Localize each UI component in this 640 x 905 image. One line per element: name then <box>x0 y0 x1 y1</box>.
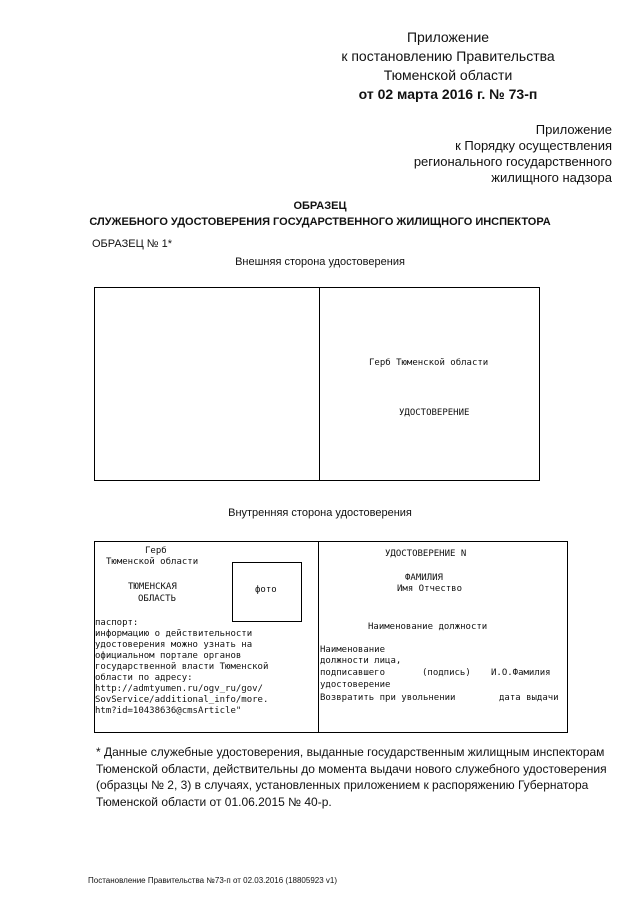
validity-info <box>95 629 317 717</box>
inner-coat-line1: Герб <box>145 546 167 556</box>
inner-side-box <box>94 541 568 733</box>
header-sub-line1: Приложение <box>535 122 612 137</box>
official-title-line3: подписавшего <box>320 668 386 678</box>
header-sub-line4: жилищного надзора <box>491 170 612 185</box>
return-note: Возвратить при увольнении <box>320 693 456 703</box>
inner-fold-line <box>318 542 319 732</box>
photo-label: фото <box>255 585 277 595</box>
certificate-number: УДОСТОВЕРЕНИЕ N <box>385 549 467 559</box>
info-line: удостоверения можно узнать на <box>95 640 253 650</box>
header-main-line2: к постановлению Правительства <box>341 48 555 64</box>
official-title-line1: Наименование <box>320 645 386 655</box>
header-sub <box>352 122 612 186</box>
info-url-line: htm?id=10438636@cmsArticle" <box>95 706 242 716</box>
document-title <box>0 198 640 230</box>
official-title-line2: должности лица, <box>320 656 402 666</box>
title-line2: СЛУЖЕБНОГО УДОСТОВЕРЕНИЯ ГОСУДАРСТВЕННОГО ЖИЛИЩНОГО ИНСПЕКТОРА <box>89 216 551 228</box>
outer-fold-line <box>319 288 320 480</box>
header-sub-line3: регионального государственного <box>413 154 612 169</box>
header-main-date: от 02 марта 2016 г. № 73-п <box>358 86 538 102</box>
outer-certificate-word: УДОСТОВЕРЕНИЕ <box>399 408 470 418</box>
official-title-line4: удостоверение <box>320 680 391 690</box>
info-url-line: http://admtyumen.ru/ogv_ru/gov/ <box>95 684 263 694</box>
outer-side-box <box>94 287 540 481</box>
info-line: официальном портале органов <box>95 651 242 661</box>
inner-region-line2: ОБЛАСТЬ <box>138 594 176 604</box>
outer-coat-text: Герб Тюменской области <box>369 358 489 368</box>
sample-label: ОБРАЗЕЦ № 1* <box>92 238 173 250</box>
header-main-line3: Тюменской области <box>383 67 513 83</box>
info-line: информацию о действительности <box>95 629 253 639</box>
surname-field: ФАМИЛИЯ <box>405 573 443 583</box>
name-field: Имя Отчество <box>397 584 463 594</box>
outer-side-caption: Внешняя сторона удостоверения <box>235 256 405 268</box>
passport-label: паспорт: <box>95 618 139 628</box>
page-footer: Постановление Правительства №73-п от 02.03.2016 (18805923 v1) <box>88 876 338 885</box>
footnote: * Данные служебные удостоверения, выданные государственным жилищным инспекторам Тюменской области, действительны до момента выдачи нового служебного удостоверения (образцы № 2, 3) в случаях, установленных приложением к распоряжению Губернатора Тюменской области от 01.06.2015 № 40-р. <box>96 745 607 809</box>
initials-field: И.О.Фамилия <box>491 668 551 678</box>
header-main <box>328 28 568 104</box>
inner-region-line1: ТЮМЕНСКАЯ <box>128 582 177 592</box>
inner-side-caption: Внутренняя сторона удостоверения <box>228 507 412 519</box>
info-url-line: SovService/additional_info/more. <box>95 695 269 705</box>
info-line: государственной власти Тюменской <box>95 662 269 672</box>
position-field: Наименование должности <box>368 622 488 632</box>
inner-coat-line2: Тюменской области <box>106 557 199 567</box>
info-line: области по адресу: <box>95 673 193 683</box>
header-main-line1: Приложение <box>406 29 490 45</box>
title-line1: ОБРАЗЕЦ <box>293 200 347 212</box>
photo-placeholder <box>232 562 302 622</box>
issue-date-field: дата выдачи <box>499 693 559 703</box>
signature-field: (подпись) <box>422 668 471 678</box>
header-sub-line2: к Порядку осуществления <box>455 138 612 153</box>
